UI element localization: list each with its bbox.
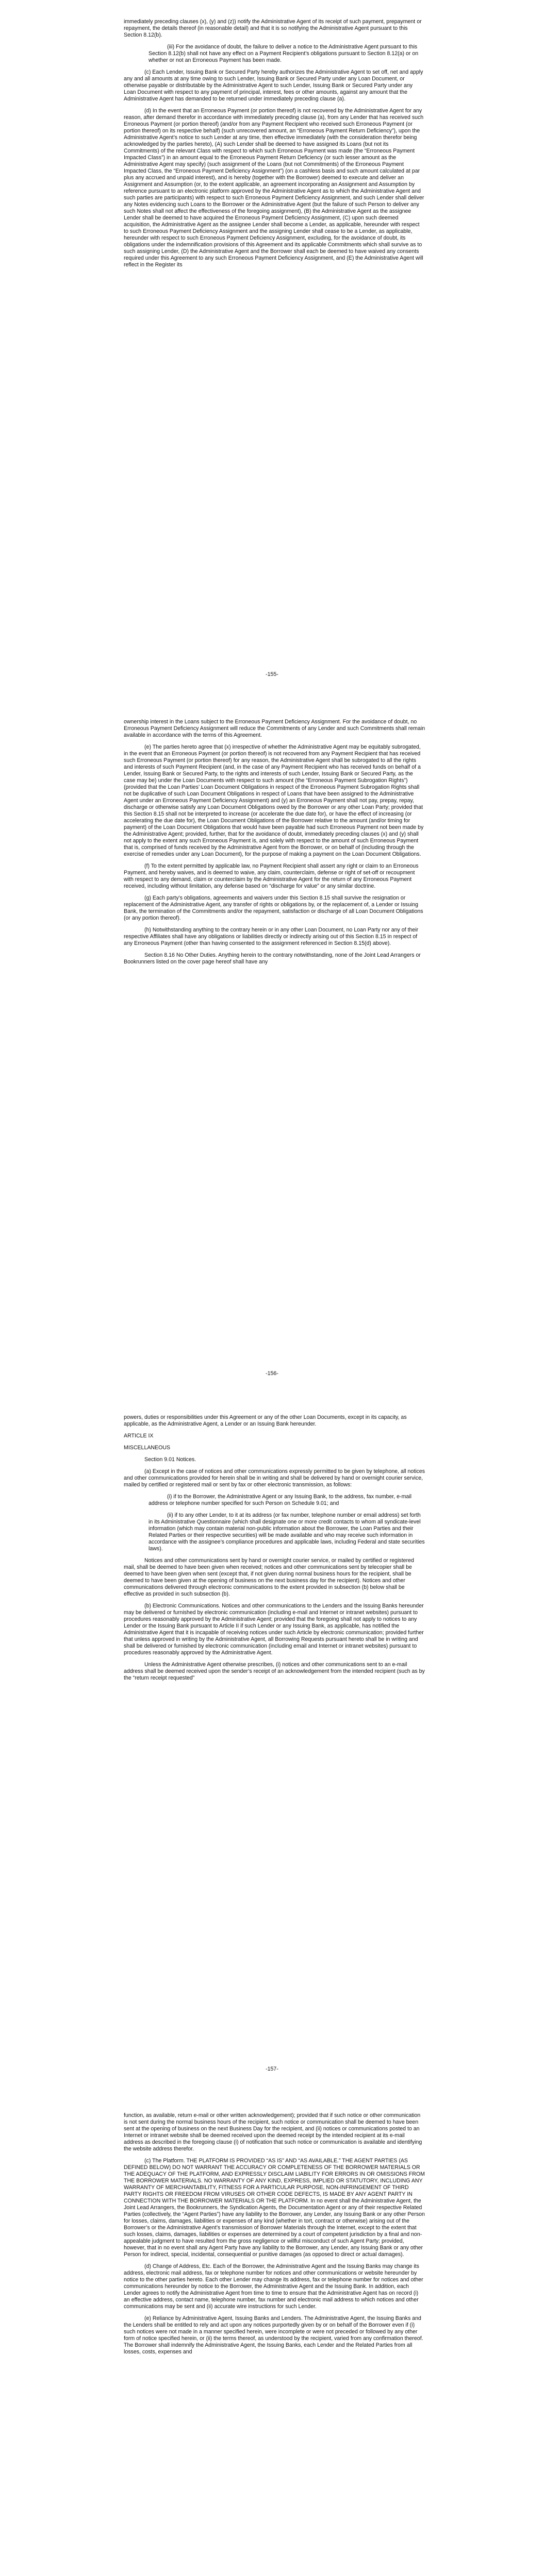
paragraph: (e) Reliance by Administrative Agent, Issuing Banks and Lenders. The Administrative Agent, the Issuing Banks and the Lenders shall be entitled to rely and act upon any notices purportedly given by or on behalf of the Borrower even if (i) such notices were not made in a manner specified herein, were incomplete or were not preceded or followed by any other form of notice specified herein, or (ii) the terms thereof, as understood by the recipient, varied from any confirmation thereof. The Borrower shall indemnify the Administrative Agent, the Issuing Banks, each Lender and the Related Parties from all losses, costs, expenses and bbox=[124, 2315, 423, 2355]
paragraph: Unless the Administrative Agent otherwise prescribes, (i) notices and other communications sent to an e-mail address shall be deemed received upon the sender’s receipt of an acknowledgement from the intended recipient (such as by the “return receipt requested” bbox=[124, 1662, 425, 1681]
document-page-157 bbox=[0, 1414, 544, 1687]
document-page-156 bbox=[0, 719, 544, 971]
paragraph: (a) Except in the case of notices and other communications expressly permitted to be given by telephone, all notices and other communications provided for herein shall be in writing and shall be delivered by hand or overnight courier service, mailed by certified or registered mail or sent by fax or other electronic transmission, as follows: bbox=[124, 1468, 425, 1488]
page-number: -157- bbox=[266, 2066, 278, 2072]
paragraph: function, as available, return e-mail or other written acknowledgement); provided that if such notice or other communication is not sent during the normal business hours of the recipient, such notice or communication shall be deemed to have been sent at the opening of business on the next Business Day for the recipient, and (ii) notices or communications posted to an Internet or intranet website shall be deemed received upon the deemed receipt by the intended recipient at its e-mail address as described in the foregoing clause (i) of notification that such notice or communication is available and identifying the website address therefor. bbox=[124, 2112, 422, 2152]
page-number: -155- bbox=[266, 671, 278, 677]
paragraph: (e) The parties hereto agree that (x) irrespective of whether the Administrative Agent may be equitably subrogated, in the event that an Erroneous Payment (or portion thereof) is not recovered from any Payment Recipient that has received such Erroneous Payment (or portion thereof) for any reason, the Administrative Agent shall be subrogated to all the rights and interests of such Payment Recipient (and, in the case of any Payment Recipient who has received funds on behalf of a Lender, Issuing Bank or Secured Party, to the rights and interests of such Lender, Issuing Bank or Secured Party, as the case may be) under the Loan Documents with respect to such amount (the “Erroneous Payment Subrogation Rights”) (provided that the Loan Parties’ Loan Document Obligations in respect of the Erroneous Payment Subrogation Rights shall not be duplicative of such Loan Document Obligations in respect of Loans that have been assigned to the Administrative Agent under an Erroneous Payment Deficiency Assignment) and (y) an Erroneous Payment shall not pay, prepay, repay, discharge or otherwise satisfy any Loan Document Obligations owed by the Borrower or any other Loan Party; provided that this Section 8.15 shall not be interpreted to increase (or accelerate the due date for), or have the effect of increasing (or accelerating the due date for), the Loan Document Obligations of the Borrower relative to the amount (and/or timing for payment) of the Loan Document Obligations that would have been payable had such Erroneous Payment not been made by the Administrative Agent; provided, further, that for the avoidance of doubt, immediately preceding clauses (x) and (y) shall not apply to the extent any such Erroneous Payment is, and solely with respect to the amount of such Erroneous Payment that is, comprised of funds received by the Administrative Agent from the Borrower, or on behalf of (including through the exercise of remedies under any Loan Document), for the purpose of making a payment on the Loan Document Obligations. bbox=[124, 744, 424, 857]
paragraph: ownership interest in the Loans subject to the Erroneous Payment Deficiency Assignment. For the avoidance of doubt, no Erroneous Payment Deficiency Assignment will reduce the Commitments of any Lender and such Commitments shall remain available in accordance with the terms of this Agreement. bbox=[124, 719, 425, 738]
paragraph: (c) Each Lender, Issuing Bank or Secured Party hereby authorizes the Administrative Agent to set off, net and apply any and all amounts at any time owing to such Lender, Issuing Bank or Secured Party under any Loan Document, or otherwise payable or distributable by the Administrative Agent to such Lender, Issuing Bank or Secured Party under any Loan Document with respect to any payment of principal, interest, fees or other amounts, against any amount that the Administrative Agent has demanded to be returned under immediately preceding clause (a). bbox=[124, 69, 423, 102]
section-heading: Section 9.01 Notices. bbox=[144, 1456, 196, 1463]
paragraph: (ii) if to any other Lender, to it at its address (or fax number, telephone number or email address) set forth in its Administrative Questionnaire (which shall designate one or more credit contacts to whom all syndicate-level information (which may contain material non-public information about the Borrower, the Loan Parties and their Related Parties or their respective securities) will be made available and who may receive such information in accordance with the assignee’s compliance procedures and applicable laws, including Federal and state securities laws). bbox=[149, 1512, 425, 1552]
paragraph: (f) To the extent permitted by applicable law, no Payment Recipient shall assert any right or claim to an Erroneous Payment, and hereby waives, and is deemed to waive, any claim, counterclaim, defense or right of set-off or recoupment with respect to any demand, claim or counterclaim by the Administrative Agent for the return of any Erroneous Payment received, including without limitation, any defense based on “discharge for value” or any similar doctrine. bbox=[124, 863, 419, 889]
article-title: MISCELLANEOUS bbox=[124, 1445, 171, 1451]
document-page-155 bbox=[0, 19, 544, 274]
paragraph: (d) In the event that an Erroneous Payment (or portion thereof) is not recovered by the Administrative Agent for any reason, after demand therefor in accordance with immediately preceding clause (a), from any Lender that has received such Erroneous Payment (or portion thereof) (and/or from any Payment Recipient who received such Erroneous Payment (or portion thereof) on its respective behalf) (such unrecovered amount, an “Erroneous Payment Return Deficiency”), upon the Administrative Agent’s notice to such Lender at any time, then effective immediately (with the consideration therefor being acknowledged by the parties hereto), (A) such Lender shall be deemed to have assigned its Loans (but not its Commitments) of the relevant Class with respect to which such Erroneous Payment was made (the “Erroneous Payment Impacted Class”) in an amount equal to the Erroneous Payment Return Deficiency (or such lesser amount as the Administrative Agent may specify) (such assignment of the Loans (but not Commitments) of the Erroneous Payment Impacted Class, the “Erroneous Payment Deficiency Assignment”) (on a cashless basis and such amount calculated at par plus any accrued and unpaid interest), and is hereby (together with the Borrower) deemed to execute and deliver an Assignment and Assumption (or, to the extent applicable, an agreement incorporating an Assignment and Assumption by reference pursuant to an electronic platform approved by the Administrative Agent as to which the Administrative Agent and such parties are participants) with respect to such Erroneous Payment Deficiency Assignment, and such Lender shall deliver any Notes evidencing such Loans to the Borrower or the Administrative Agent (but the failure of such Person to deliver any such Notes shall not affect the effectiveness of the foregoing assignment), (B) the Administrative Agent as the assignee Lender shall be deemed to have acquired the Erroneous Payment Deficiency Assignment, (C) upon such deemed acquisition, the Administrative Agent as the assignee Lender shall become a Lender, as applicable, hereunder with respect to such Erroneous Payment Deficiency Assignment and the assigning Lender shall cease to be a Lender, as applicable, hereunder with respect to such Erroneous Payment Deficiency Assignment, excluding, for the avoidance of doubt, its obligations under the indemnification provisions of this Agreement and its applicable Commitments which shall survive as to such assigning Lender, (D) the Administrative Agent and the Borrower shall each be deemed to have waived any consents required under this Agreement to any such Erroneous Payment Deficiency Assignment, and (E) the Administrative Agent will reflect in the Register its bbox=[124, 108, 424, 268]
paragraph: immediately preceding clauses (x), (y) and (z)) notify the Administrative Agent of its receipt of such payment, prepayment or repayment, the details thereof (in reasonable detail) and that it is so notifying the Administrative Agent pursuant to this Section 8.12(b). bbox=[124, 19, 422, 38]
paragraph: (h) Notwithstanding anything to the contrary herein or in any other Loan Document, no Loan Party nor any of their respective Affiliates shall have any obligations or liabilities directly or indirectly arising out of this Section 8.15 in respect of any Erroneous Payment (other than having consented to the assignment referenced in Section 8.15(d) above). bbox=[124, 927, 419, 946]
paragraph: (i) if to the Borrower, the Administrative Agent or any Issuing Bank, to the address, fax number, e-mail address or telephone number specified for such Person on Schedule 9.01; and bbox=[149, 1494, 412, 1506]
page-number: -156- bbox=[266, 1370, 278, 1377]
paragraph: powers, duties or responsibilities under this Agreement or any of the other Loan Documents, except in its capacity, as applicable, as the Administrative Agent, a Lender or an Issuing Bank hereunder. bbox=[124, 1414, 407, 1427]
paragraph: (iii) For the avoidance of doubt, the failure to deliver a notice to the Administrative Agent pursuant to this Section 8.12(b) shall not have any effect on a Payment Recipient’s obligations pursuant to Section 8.12(a) or on whether or not an Erroneous Payment has been made. bbox=[149, 44, 419, 63]
article-heading: ARTICLE IX bbox=[124, 1433, 154, 1439]
section-heading-paragraph: Section 8.16 No Other Duties. Anything herein to the contrary notwithstanding, none of the Joint Lead Arrangers or Bookrunners listed on the cover page hereof shall have any bbox=[124, 952, 421, 965]
paragraph: Notices and other communications sent by hand or overnight courier service, or mailed by certified or registered mail, shall be deemed to have been given when received; notices and other communications sent by telecopier shall be deemed to have been given when sent (except that, if not given during normal business hours for the recipient, shall be deemed to have been given at the opening of business on the next business day for the recipient). Notices and other communications delivered through electronic communications to the extent provided in subsection (b) below shall be effective as provided in such subsection (b). bbox=[124, 1557, 414, 1597]
document-page-158 bbox=[0, 2112, 544, 2361]
paragraph: (c) The Platform. THE PLATFORM IS PROVIDED “AS IS” AND “AS AVAILABLE.” THE AGENT PARTIES (AS DEFINED BELOW) DO NOT WARRANT THE ACCURACY OR COMPLETENESS OF THE BORROWER MATERIALS OR THE ADEQUACY OF THE PLATFORM, AND EXPRESSLY DISCLAIM LIABILITY FOR ERRORS IN OR OMISSIONS FROM THE BORROWER MATERIALS. NO WARRANTY OF ANY KIND, EXPRESS, IMPLIED OR STATUTORY, INCLUDING ANY WARRANTY OF MERCHANTABILITY, FITNESS FOR A PARTICULAR PURPOSE, NON-INFRINGEMENT OF THIRD PARTY RIGHTS OR FREEDOM FROM VIRUSES OR OTHER CODE DEFECTS, IS MADE BY ANY AGENT PARTY IN CONNECTION WITH THE BORROWER MATERIALS OR THE PLATFORM. In no event shall the Administrative Agent, the Joint Lead Arrangers, the Bookrunners, the Syndication Agents, the Documentation Agent or any of their respective Related Parties (collectively, the “Agent Parties”) have any liability to the Borrower, any Lender, any Issuing Bank or any other Person for losses, claims, damages, liabilities or expenses of any kind (whether in tort, contract or otherwise) arising out of the Borrower’s or the Administrative Agent’s transmission of Borrower Materials through the Internet, except to the extent that such losses, claims, damages, liabilities or expenses are determined by a court of competent jurisdiction by a final and non-appealable judgment to have resulted from the gross negligence or willful misconduct of such Agent Party; provided, however, that in no event shall any Agent Party have any liability to the Borrower, any Lender, any Issuing Bank or any other Person for indirect, special, incidental, consequential or punitive damages (as opposed to direct or actual damages). bbox=[124, 2158, 425, 2258]
paragraph: (g) Each party’s obligations, agreements and waivers under this Section 8.15 shall survive the resignation or replacement of the Administrative Agent, any transfer of rights or obligations by, or the replacement of, a Lender or Issuing Bank, the termination of the Commitments and/or the repayment, satisfaction or discharge of all Loan Document Obligations (or any portion thereof). bbox=[124, 895, 423, 921]
paragraph: (b) Electronic Communications. Notices and other communications to the Lenders and the Issuing Banks hereunder may be delivered or furnished by electronic communication (including e-mail and Internet or intranet websites) pursuant to procedures reasonably approved by the Administrative Agent; provided that the foregoing shall not apply to notices to any Lender or the Issuing Bank pursuant to Article II if such Lender or any Issuing Bank, as applicable, has notified the Administrative Agent that it is incapable of receiving notices under such Article by electronic communication; provided further that unless approved in writing by the Administrative Agent, all Borrowing Requests pursuant hereto shall be in writing and shall be delivered or furnished by electronic communication (including email and Internet or intranet websites) pursuant to procedures reasonably approved by the Administrative Agent. bbox=[124, 1603, 424, 1656]
paragraph: (d) Change of Address, Etc. Each of the Borrower, the Administrative Agent and the Issuing Banks may change its address, electronic mail address, fax or telephone number for notices and other communications or website hereunder by notice to the other parties hereto. Each other Lender may change its address, fax or telephone number for notices and other communications hereunder by notice to the Borrower, the Administrative Agent and the Issuing Bank. In addition, each Lender agrees to notify the Administrative Agent from time to time to ensure that the Administrative Agent has on record (i) an effective address, contact name, telephone number, fax number and electronic mail address to which notices and other communications may be sent and (ii) accurate wire instructions for such Lender. bbox=[124, 2263, 423, 2310]
